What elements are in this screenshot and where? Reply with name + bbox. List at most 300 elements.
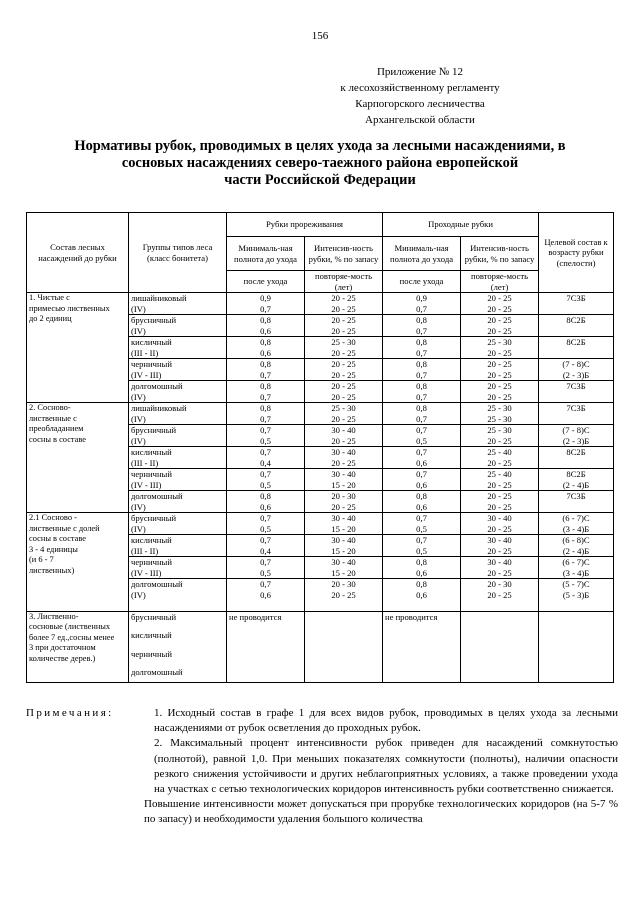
composition-cell — [27, 403, 129, 513]
table-cell — [305, 359, 383, 381]
table-cell — [383, 381, 461, 403]
table-cell — [305, 557, 383, 579]
cell-line: 25 - 30 — [487, 403, 512, 413]
cell-line: 0,7 — [416, 347, 427, 358]
table-cell — [539, 293, 614, 315]
cell-line: 0,8 — [260, 337, 271, 347]
cell-line: 0,8 — [416, 381, 427, 391]
cell-line: 0,6 — [416, 567, 427, 578]
page-number: 156 — [311, 30, 329, 42]
cell-line: (III - II) — [131, 457, 159, 468]
cell-line: (6 - 8)С — [562, 535, 590, 545]
table-cell — [461, 579, 539, 612]
header-min-density: Минималь-ная полнота до ухода — [383, 237, 461, 271]
appendix-block — [300, 64, 540, 128]
table-cell — [461, 425, 539, 447]
table-cell — [383, 579, 461, 612]
table-row — [27, 293, 614, 315]
cell-line: долгомошный — [131, 491, 183, 501]
cell-line: 20 - 30 — [331, 491, 356, 501]
cell-line: сосны в составе — [29, 434, 87, 444]
table-cell — [129, 579, 227, 612]
cell-line: 20 - 25 — [331, 369, 356, 380]
cell-line: 0,5 — [416, 435, 427, 446]
table-cell — [539, 513, 614, 535]
table-cell — [383, 293, 461, 315]
cell-line — [131, 600, 224, 611]
appendix-line: Карпогорского лесничества — [355, 98, 485, 110]
cell-line: лишайниковый — [131, 293, 187, 303]
header-after-care: после ухода — [383, 271, 461, 293]
cell-line: 0,7 — [416, 325, 427, 336]
cell-line: 0,6 — [416, 589, 427, 600]
cell-line: (IV) — [131, 413, 146, 424]
cell-line: 20 - 25 — [331, 347, 356, 358]
cell-line: сосны в составе — [29, 534, 87, 543]
cell-line: 30 - 40 — [487, 557, 512, 567]
cell-line: 0,7 — [260, 413, 271, 424]
table-row — [27, 403, 614, 425]
cell-line — [541, 392, 611, 403]
table-cell — [129, 403, 227, 425]
table-cell — [129, 425, 227, 447]
table-cell — [129, 315, 227, 337]
cell-line: 0,7 — [260, 447, 271, 457]
cell-line: черничный — [131, 557, 172, 567]
table-cell — [227, 315, 305, 337]
cell-line: более 7 ед.,сосны менее — [29, 632, 115, 642]
cell-line: (IV) — [131, 435, 146, 446]
cell-line: (IV) — [131, 501, 146, 512]
table-cell — [129, 513, 227, 535]
cell-line: 20 - 25 — [331, 435, 356, 446]
table-cell — [227, 579, 305, 612]
cell-line: 0,7 — [416, 447, 427, 457]
cell-line: 15 - 20 — [331, 523, 356, 534]
cell-line: 0,5 — [416, 545, 427, 556]
cell-line: (IV) — [131, 325, 146, 336]
note-item: 2. Максимальный процент интенсивности рубок приведен для насаждений сомкнутостью (полнотой), равной 1,0. При меньших показателях сомкнутости (полноты), наличии опасности резкого снижения устойчивости и других неблагоприятных условиях, а также проведении ухода на участках с сетью технологических коридоров интенсивность рубки соответственно снижается. — [154, 737, 618, 796]
table-cell — [461, 403, 539, 425]
cell-line: брусничный — [131, 611, 177, 622]
header-repeat: повторяе-мость (лет) — [461, 271, 539, 293]
passage-note: не проводится — [383, 611, 461, 682]
table-cell — [461, 611, 539, 682]
table-cell — [383, 491, 461, 513]
table-cell — [461, 381, 539, 403]
header-thinning: Рубки прореживания — [227, 213, 383, 237]
cell-line: 0,8 — [260, 315, 271, 325]
cell-line: черничный — [131, 359, 172, 369]
composition-cell — [27, 611, 129, 682]
cell-line: (III - II) — [131, 545, 159, 556]
composition-cell — [27, 513, 129, 612]
appendix-line: Приложение № 12 — [376, 66, 464, 78]
cell-line: 7С3Б — [566, 293, 586, 303]
cell-line: 20 - 25 — [331, 315, 356, 325]
cell-line: 20 - 25 — [487, 491, 512, 501]
table-cell — [305, 447, 383, 469]
cell-line: кисличный — [131, 447, 172, 457]
cell-line: 30 - 40 — [331, 469, 356, 479]
cell-line: 0,7 — [260, 469, 271, 479]
table-cell — [305, 337, 383, 359]
table-cell — [305, 315, 383, 337]
cell-line: 0,8 — [260, 491, 271, 501]
cell-line — [541, 348, 611, 359]
table-cell — [383, 359, 461, 381]
cell-line: черничный — [131, 469, 172, 479]
cell-line: 0,8 — [416, 315, 427, 325]
table-cell — [461, 535, 539, 557]
cell-line — [541, 304, 611, 315]
table-cell — [539, 535, 614, 557]
cell-line: лиственные с — [29, 413, 77, 423]
table-cell — [461, 469, 539, 491]
table-cell — [305, 611, 383, 682]
cell-line: 0,7 — [416, 469, 427, 479]
cell-line: 25 - 30 — [331, 337, 356, 347]
header-composition: Состав лесных насаждений до рубки — [27, 213, 129, 293]
cell-line: 0,7 — [416, 535, 427, 545]
cell-line: 20 - 25 — [487, 359, 512, 369]
table-cell — [227, 491, 305, 513]
table-cell — [539, 403, 614, 425]
cell-line: (IV - III) — [131, 369, 162, 380]
table-cell — [129, 611, 227, 682]
cell-line: 0,7 — [260, 391, 271, 402]
cell-line: 0,6 — [260, 347, 271, 358]
cell-line: 0,6 — [260, 325, 271, 336]
cell-line: 25 - 30 — [487, 425, 512, 435]
cell-line: количестве дерев.) — [29, 653, 96, 663]
cell-line: 20 - 30 — [487, 579, 512, 589]
norms-table — [26, 212, 614, 683]
cell-line: 15 - 20 — [331, 545, 356, 556]
table-cell — [227, 425, 305, 447]
table-cell — [129, 557, 227, 579]
cell-line: (2 - 3)Б — [562, 435, 590, 446]
cell-line: 20 - 25 — [487, 325, 512, 336]
cell-line: 20 - 25 — [331, 501, 356, 512]
title-line: части Российской Федерации — [224, 172, 416, 188]
table-cell — [227, 447, 305, 469]
table-cell — [305, 381, 383, 403]
table-row — [27, 611, 614, 682]
cell-line: 20 - 25 — [331, 381, 356, 391]
cell-line: (6 - 7)С — [562, 557, 590, 567]
header-intensity: Интенсив-ность рубки, % по запасу — [305, 237, 383, 271]
appendix-line: к лесохозяйственному регламенту — [340, 82, 500, 94]
table-cell — [461, 315, 539, 337]
cell-line: 20 - 25 — [487, 567, 512, 578]
cell-line: 20 - 25 — [487, 479, 512, 490]
cell-line: 0,4 — [260, 545, 271, 556]
cell-line — [541, 502, 611, 513]
cell-line: 1. Чистые с — [29, 293, 70, 302]
table-cell — [461, 359, 539, 381]
cell-line: 20 - 25 — [487, 315, 512, 325]
cell-line: (6 - 7)С — [562, 513, 590, 523]
cell-line: 20 - 25 — [487, 303, 512, 314]
table-cell — [461, 447, 539, 469]
cell-line: 0,7 — [260, 513, 271, 523]
cell-line: 0,6 — [260, 501, 271, 512]
table-cell — [383, 535, 461, 557]
cell-line: 25 - 30 — [487, 337, 512, 347]
cell-line: (7 - 8)С — [562, 359, 590, 369]
table-cell — [129, 337, 227, 359]
table-cell — [129, 535, 227, 557]
table-cell — [227, 403, 305, 425]
cell-line: 20 - 25 — [331, 457, 356, 468]
table-cell — [539, 557, 614, 579]
cell-line: (3 - 4)Б — [562, 523, 590, 534]
cell-line: кисличный — [131, 630, 172, 640]
cell-line: 0,4 — [260, 457, 271, 468]
table-cell — [383, 469, 461, 491]
cell-line — [541, 414, 611, 425]
cell-line: 0,9 — [416, 293, 427, 303]
table-cell — [305, 491, 383, 513]
cell-line: 20 - 25 — [487, 435, 512, 446]
table-cell — [539, 579, 614, 612]
cell-line: 25 - 40 — [487, 447, 512, 457]
cell-line: 8С2Б — [566, 337, 586, 347]
table-cell — [461, 293, 539, 315]
table-cell — [461, 557, 539, 579]
cell-line: 20 - 25 — [487, 391, 512, 402]
cell-line: 3 - 4 единицы — [29, 544, 78, 554]
cell-line: 7С3Б — [566, 403, 586, 413]
cell-line: (III - II) — [131, 347, 159, 358]
table-cell — [383, 557, 461, 579]
cell-line: 30 - 40 — [487, 535, 512, 545]
table-cell — [305, 293, 383, 315]
cell-line: 20 - 25 — [487, 523, 512, 534]
cell-line: примесью лиственных — [29, 303, 110, 313]
cell-line: 0,7 — [416, 303, 427, 314]
table-cell — [383, 425, 461, 447]
cell-line: 30 - 40 — [331, 513, 356, 523]
cell-line: (2 - 4)Б — [562, 479, 590, 490]
cell-line: (IV) — [131, 391, 146, 402]
cell-line: лиственных) — [29, 565, 75, 575]
cell-line: 0,8 — [416, 337, 427, 347]
cell-line: 20 - 25 — [331, 359, 356, 369]
table-cell — [227, 381, 305, 403]
cell-line: 8С2Б — [566, 469, 586, 479]
cell-line: (2 - 3)Б — [562, 369, 590, 380]
notes-label: Примечания: — [26, 707, 114, 719]
note-item: 1. Исходный состав в графе 1 для всех видов рубок, проводимых в целях ухода за лесными насаждениями от рубок осветления до проходных рубок. — [154, 707, 618, 735]
table-cell — [227, 535, 305, 557]
cell-line: 20 - 25 — [487, 589, 512, 600]
cell-line: 0,5 — [260, 435, 271, 446]
cell-line: 3 при достаточном — [29, 643, 96, 652]
cell-line: 20 - 25 — [331, 589, 356, 600]
table-cell — [383, 447, 461, 469]
cell-line: 0,8 — [416, 491, 427, 501]
cell-line: кисличный — [131, 337, 172, 347]
cell-line: 0,7 — [260, 557, 271, 567]
cell-line: (2 - 4)Б — [562, 545, 590, 556]
cell-line: 0,7 — [260, 425, 271, 435]
cell-line: (5 - 3)Б — [562, 589, 590, 600]
table-cell — [305, 469, 383, 491]
cell-line: 0,7 — [260, 535, 271, 545]
table-cell — [461, 337, 539, 359]
table-cell — [539, 381, 614, 403]
table-cell — [129, 469, 227, 491]
table-cell — [227, 293, 305, 315]
table-cell — [383, 315, 461, 337]
cell-line: (IV - III) — [131, 567, 162, 578]
cell-line: 15 - 20 — [331, 567, 356, 578]
cell-line: 0,6 — [416, 457, 427, 468]
cell-line: 0,9 — [260, 293, 271, 303]
cell-line: 30 - 40 — [487, 513, 512, 523]
cell-line: (IV) — [131, 303, 146, 314]
cell-line: 7С3Б — [566, 381, 586, 391]
cell-line: долгомошный — [131, 381, 183, 391]
cell-line: 0,5 — [260, 523, 271, 534]
header-after-care: после ухода — [227, 271, 305, 293]
cell-line: лишайниковый — [131, 403, 187, 413]
cell-line: 30 - 40 — [331, 535, 356, 545]
table-cell — [129, 381, 227, 403]
cell-line: 0,7 — [416, 391, 427, 402]
appendix-line: Архангельской области — [365, 114, 475, 126]
cell-line: 30 - 40 — [331, 425, 356, 435]
cell-line: 30 - 40 — [331, 447, 356, 457]
cell-line: 20 - 30 — [331, 579, 356, 589]
cell-line — [541, 458, 611, 469]
header-intensity: Интенсив-ность рубки, % по запасу — [461, 237, 539, 271]
cell-line: 20 - 25 — [487, 381, 512, 391]
table-cell — [383, 403, 461, 425]
table-cell — [539, 447, 614, 469]
cell-line: 25 - 30 — [487, 413, 512, 424]
table-cell — [129, 491, 227, 513]
cell-line: 20 - 25 — [487, 545, 512, 556]
cell-line: 0,7 — [416, 425, 427, 435]
title-line: Нормативы рубок, проводимых в целях ухода за лесными насаждениями, в — [74, 138, 566, 154]
table-cell — [227, 513, 305, 535]
cell-line: 0,6 — [260, 589, 271, 600]
cell-line: сосновые (лиственных — [29, 622, 111, 631]
table-cell — [129, 447, 227, 469]
table-cell — [539, 315, 614, 337]
table-row — [27, 513, 614, 535]
cell-line: 0,6 — [416, 501, 427, 512]
cell-line: 0,6 — [416, 479, 427, 490]
table-cell — [227, 337, 305, 359]
cell-line: (IV) — [131, 589, 146, 600]
document-title — [40, 138, 600, 189]
composition-cell — [27, 293, 129, 403]
table-cell — [227, 359, 305, 381]
cell-line: 0,5 — [260, 567, 271, 578]
cell-line: лиственные с долей — [29, 523, 100, 533]
cell-line: 0,7 — [260, 303, 271, 314]
table-cell — [383, 513, 461, 535]
cell-line: 20 - 25 — [331, 325, 356, 336]
header-repeat: повторяе-мость (лет) — [305, 271, 383, 293]
header-min-density: Минималь-ная полнота до ухода — [227, 237, 305, 271]
cell-line: 20 - 25 — [331, 293, 356, 303]
cell-line: 20 - 25 — [331, 391, 356, 402]
cell-line: до 2 единиц — [29, 314, 72, 323]
cell-line: кисличный — [131, 535, 172, 545]
table-cell — [539, 359, 614, 381]
cell-line — [541, 326, 611, 337]
note-item: Повышение интенсивности может допускаться при прорубке технологических коридоров (на 5-7 % по запасу) и необходимости удаления большого количества — [144, 798, 618, 826]
table-cell — [383, 337, 461, 359]
table-cell — [461, 491, 539, 513]
cell-line: 20 - 25 — [487, 501, 512, 512]
cell-line: 25 - 40 — [487, 469, 512, 479]
cell-line: (5 - 7)С — [562, 579, 590, 589]
table-cell — [305, 513, 383, 535]
table-cell — [305, 535, 383, 557]
cell-line: брусничный — [131, 315, 177, 325]
cell-line: черничный — [131, 648, 172, 659]
table-cell — [539, 611, 614, 682]
table-cell — [539, 491, 614, 513]
cell-line: 20 - 25 — [487, 347, 512, 358]
cell-line: 0,8 — [260, 359, 271, 369]
table-cell — [539, 469, 614, 491]
cell-line: 0,8 — [260, 403, 271, 413]
header-passage: Проходные рубки — [383, 213, 539, 237]
cell-line: 20 - 25 — [487, 369, 512, 380]
cell-line: 0,7 — [260, 579, 271, 589]
table-cell — [305, 403, 383, 425]
cell-line: долгомошный — [131, 579, 183, 589]
table-cell — [129, 359, 227, 381]
cell-line: (7 - 8)С — [562, 425, 590, 435]
cell-line: брусничный — [131, 425, 177, 435]
cell-line: 20 - 25 — [331, 303, 356, 314]
header-target: Целевой состав к возрасту рубки (спелости) — [539, 213, 614, 293]
cell-line: (3 - 4)Б — [562, 567, 590, 578]
cell-line: 8С2Б — [566, 315, 586, 325]
cell-line: 0,8 — [260, 381, 271, 391]
cell-line: 0,5 — [416, 523, 427, 534]
table-cell — [305, 579, 383, 612]
cell-line: 20 - 25 — [487, 457, 512, 468]
cell-line: 0,7 — [416, 413, 427, 424]
cell-line: 20 - 25 — [487, 293, 512, 303]
table-cell — [539, 337, 614, 359]
cell-line: (IV) — [131, 523, 146, 534]
cell-line: 0,7 — [416, 369, 427, 380]
table-cell — [227, 469, 305, 491]
cell-line: 0,8 — [416, 359, 427, 369]
cell-line: 0,7 — [416, 513, 427, 523]
cell-line: 2.1 Сосново - — [29, 513, 77, 522]
cell-line: 15 - 20 — [331, 479, 356, 490]
cell-line: 3. Лиственно- — [29, 611, 79, 621]
cell-line: 2. Сосново- — [29, 403, 71, 412]
cell-line: (IV - III) — [131, 479, 162, 490]
table-cell — [129, 293, 227, 315]
cell-line: 30 - 40 — [331, 557, 356, 567]
cell-line: 7С3Б — [566, 491, 586, 501]
cell-line: 20 - 25 — [331, 413, 356, 424]
cell-line: долгомошный — [131, 667, 183, 677]
